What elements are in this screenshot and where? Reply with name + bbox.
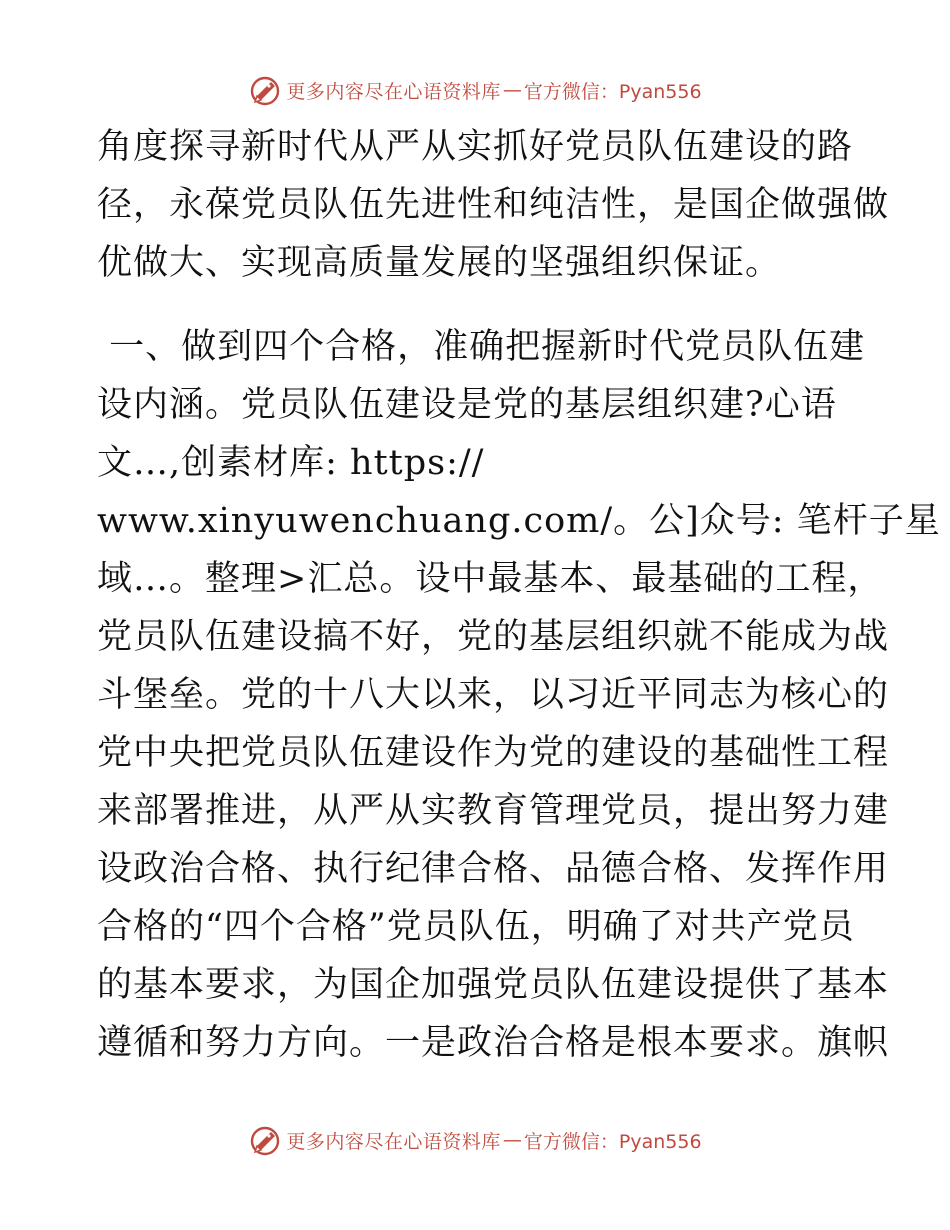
text-line: 设内涵。党员队伍建设是党的基层组织建?心语 [97, 385, 837, 425]
header-watermark-banner [0, 70, 950, 110]
text-line: 的基本要求，为国企加强党员队伍建设提供了基本 [97, 965, 890, 1005]
banner-text: 更多内容尽在心语资料库 [286, 80, 501, 103]
text-line: 来部署推进，从严从实教育管理党员，提出努力建 [97, 791, 890, 831]
document-body [97, 118, 941, 1072]
text-line: 党中央把党员队伍建设作为党的建设的基础性工程 [97, 733, 890, 773]
text-line: 文…,创素材库: https:// [97, 443, 485, 483]
pen-logo-icon [248, 73, 282, 107]
text-line: www.xinyuwenchuang.com/。公]众号: 笔杆子星 [97, 501, 941, 541]
pen-logo-icon [248, 1123, 282, 1157]
text-line: 设政治合格、执行纪律合格、品德合格、发挥作用 [97, 849, 890, 889]
text-line: 域…。整理>汇总。设中最基本、最基础的工程， [97, 559, 884, 599]
text-line: 遵循和努力方向。一是政治合格是根本要求。旗帜 [97, 1023, 890, 1063]
banner-wechat: 官方微信：Pyan556 [523, 1130, 702, 1153]
text-line: 斗堡垒。党的十八大以来，以习近平同志为核心的 [97, 675, 890, 715]
text-line: 合格的“四个合格”党员队伍，明确了对共产党员 [97, 907, 855, 947]
banner-wechat: 官方微信：Pyan556 [523, 80, 702, 103]
text-line: 党员队伍建设搞不好，党的基层组织就不能成为战 [97, 617, 890, 657]
banner-separator: — [502, 1129, 522, 1151]
paragraph [97, 118, 890, 292]
paragraph [97, 318, 941, 1072]
banner-text: 更多内容尽在心语资料库 [286, 1130, 501, 1153]
section-heading-line: 一、做到四个合格，准确把握新时代党员队伍建 [97, 327, 866, 367]
text-line: 优做大、实现高质量发展的坚强组织保证。 [97, 243, 782, 283]
paragraph-gap [97, 292, 857, 318]
footer-watermark-banner [0, 1120, 950, 1160]
text-line: 径，永葆党员队伍先进性和纯洁性，是国企做强做 [97, 185, 890, 225]
text-line: 角度探寻新时代从严从实抓好党员队伍建设的路 [97, 127, 854, 167]
banner-separator: — [502, 79, 522, 101]
